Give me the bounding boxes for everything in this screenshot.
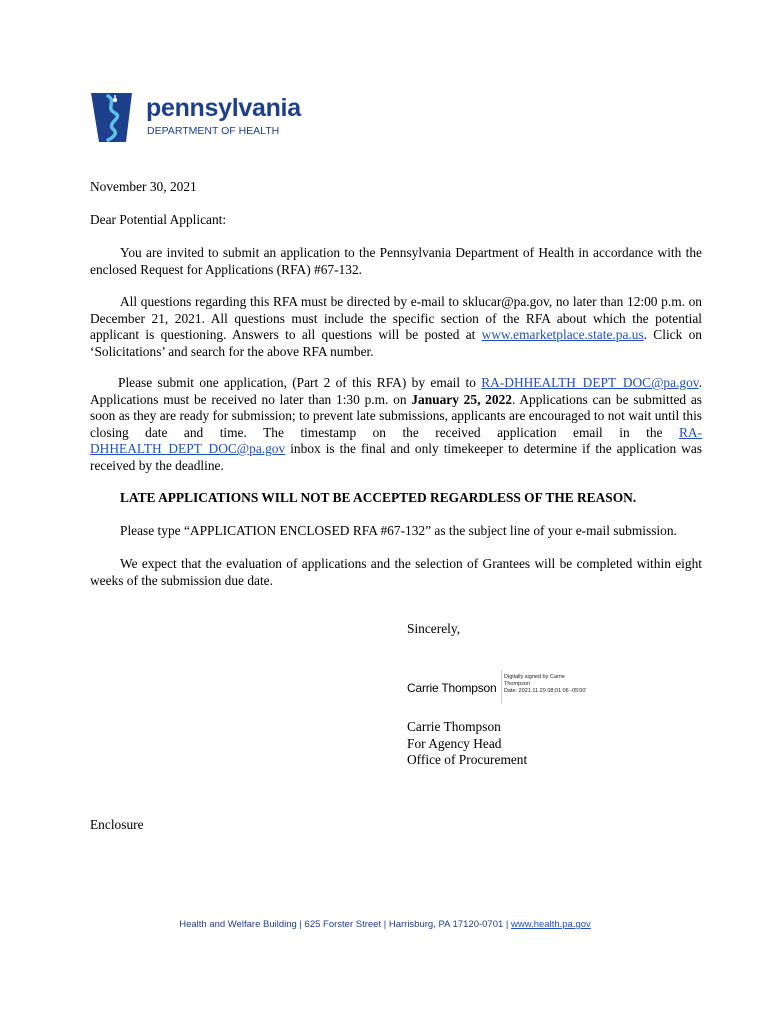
salutation: Dear Potential Applicant: bbox=[90, 212, 227, 227]
late-applications-notice: LATE APPLICATIONS WILL NOT BE ACCEPTED REGARDLESS OF THE REASON. bbox=[120, 490, 637, 505]
signature-metadata bbox=[504, 674, 606, 696]
paragraph-evaluation: We expect that the evaluation of applications and the selection of Grantees will be completed within eight weeks of the submission due date. bbox=[90, 556, 702, 588]
signature-meta-line1: Digitally signed by Carrie bbox=[504, 674, 565, 680]
emarketplace-link[interactable]: www.emarketplace.state.pa.us bbox=[481, 327, 644, 342]
submission-email-link[interactable]: RA-DHHEALTH_DEPT_DOC@pa.gov bbox=[481, 375, 699, 390]
digital-signature bbox=[407, 668, 607, 708]
letter-date: November 30, 2021 bbox=[90, 179, 197, 194]
signer-office: Office of Procurement bbox=[407, 752, 528, 767]
footer bbox=[0, 919, 770, 930]
paragraph-invitation: You are invited to submit an application to the Pennsylvania Department of Health in accordance with the enclosed Request for Applications (RFA) #67-132. bbox=[90, 245, 702, 277]
paragraph-questions-text: All questions regarding this RFA must be directed by e-mail to sklucar@pa.gov, no later than 12:00 p.m. on December 21, 2021. All questions must include the specific section of the RFA about which the potential applicant is questioning. Answers to all questions will be posted at bbox=[90, 294, 702, 342]
submission-text-end: inbox is the final and only timekeeper to determine if the application was received by the deadline. bbox=[90, 441, 702, 473]
footer-address: Health and Welfare Building | 625 Forster Street | Harrisburg, PA 17120-0701 | bbox=[179, 919, 512, 930]
submission-text-middle: . Applications can be submitted as soon as they are ready for submission; to prevent late submissions, applicants are encouraged to not wait until this closing date and time. The timestamp on the received application email in the bbox=[90, 391, 702, 440]
paragraph-questions-text-end: . Click on ‘Solicitations’ and search for the above RFA number. bbox=[90, 327, 702, 359]
logo-wordmark: pennsylvania bbox=[146, 94, 301, 122]
logo-department-name: DEPARTMENT OF HEALTH bbox=[147, 125, 280, 137]
footer-website-link[interactable]: www.health.pa.gov bbox=[511, 919, 591, 930]
submission-email-link-2[interactable]: RA-DHHEALTH_DEPT_DOC@pa.gov bbox=[90, 424, 702, 456]
signer-block bbox=[407, 719, 527, 769]
signature-name: Carrie Thompson bbox=[407, 681, 497, 695]
signer-name: Carrie Thompson bbox=[407, 719, 501, 734]
signer-title: For Agency Head bbox=[407, 735, 502, 751]
signature-meta-line2: Thompson bbox=[504, 681, 530, 688]
paragraph-subject-line: Please type “APPLICATION ENCLOSED RFA #67-132” as the subject line of your e-mail submission. bbox=[120, 523, 677, 538]
closing: Sincerely, bbox=[407, 621, 461, 636]
enclosure-note: Enclosure bbox=[90, 817, 144, 832]
paragraph-questions bbox=[90, 294, 702, 360]
paragraph-submission bbox=[90, 375, 702, 474]
signature-divider bbox=[501, 670, 502, 704]
deadline-date: January 25, 2022 bbox=[411, 391, 512, 407]
keystone-icon bbox=[90, 90, 140, 144]
signature-meta-line3: Date: 2021.11.29 08:01:06 -05'00' bbox=[504, 688, 587, 695]
letterhead-logo bbox=[90, 90, 310, 146]
submission-text-start: Please submit one application, (Part 2 of this RFA) by email to bbox=[118, 375, 482, 390]
submission-text-deadline: . Applications must be received no later than 1:30 p.m. on bbox=[90, 375, 702, 407]
